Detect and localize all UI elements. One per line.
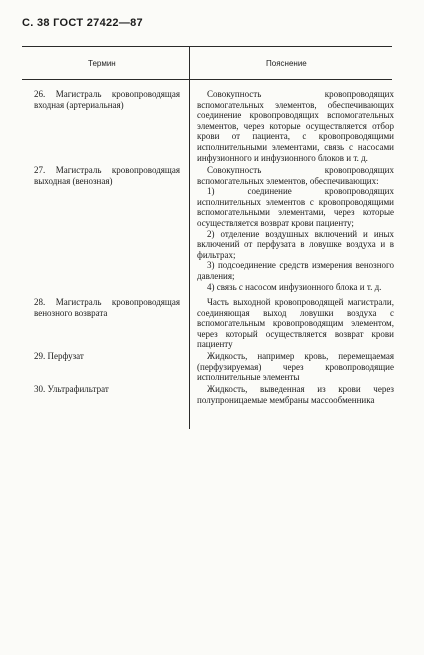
explanation-paragraph: Совокупность кровопроводящих вспомогательных элементов, обеспечивающих соединение кровопроводящих вспомогательных элементов, через которые осуществляется отбор крови от пациента, с кровопроводящими исполнительными элементами, связь с насосами инфузионного и инфузионного блоков и т. д. bbox=[197, 89, 394, 163]
explanation-29 bbox=[197, 351, 394, 383]
explanation-28 bbox=[197, 297, 394, 350]
term-30: 30. Ультрафильтрат bbox=[34, 384, 109, 394]
column-divider bbox=[189, 46, 190, 429]
explanation-paragraph: 4) связь с насосом инфузионного блока и т. д. bbox=[207, 281, 382, 292]
explanation-26 bbox=[197, 89, 394, 163]
term-29: 29. Перфузат bbox=[34, 351, 84, 361]
page-header: С. 38 ГОСТ 27422—87 bbox=[22, 17, 143, 29]
explanation-paragraph: 2) отделение воздушных включений и иных включений от перфузата в ловушке воздуха и в фильтрах; bbox=[197, 228, 394, 260]
explanation-paragraph: Часть выходной кровопроводящей магистрали, соединяющая выход ловушки воздуха с вспомогательным кровопроводящим элементом, через который осуществляется возврат крови пациенту bbox=[197, 297, 394, 350]
explanation-paragraph: 3) подсоединение средств измерения венозного давления; bbox=[197, 260, 394, 281]
explanation-paragraph: Жидкость, выведенная из крови через полупроницаемые мембраны массообменника bbox=[197, 384, 394, 405]
table-header-rule bbox=[22, 79, 392, 80]
explanation-paragraph: Совокупность кровопроводящих вспомогательных элементов, обеспечивающих: bbox=[197, 165, 394, 186]
explanation-30 bbox=[197, 384, 394, 405]
explanation-paragraph: Жидкость, например кровь, перемещаемая (перфузируемая) через кровопроводящие исполнительные элементы bbox=[197, 351, 394, 383]
column-header-explanation: Пояснение bbox=[266, 59, 307, 68]
table-top-rule bbox=[22, 46, 392, 47]
term-26: 26. Магистраль кровопроводящая входная (артериальная) bbox=[34, 89, 180, 110]
explanation-paragraph: 1) соединение кровопроводящих исполнительных элементов с кровопроводящими вспомогательными элементами, через которые осуществляется возврат крови пациенту; bbox=[197, 186, 394, 228]
explanation-27 bbox=[197, 165, 394, 292]
column-header-term: Термин bbox=[88, 59, 116, 68]
term-27: 27. Магистраль кровопроводящая выходная (венозная) bbox=[34, 165, 180, 186]
term-28: 28. Магистраль кровопроводящая венозного возврата bbox=[34, 297, 180, 318]
